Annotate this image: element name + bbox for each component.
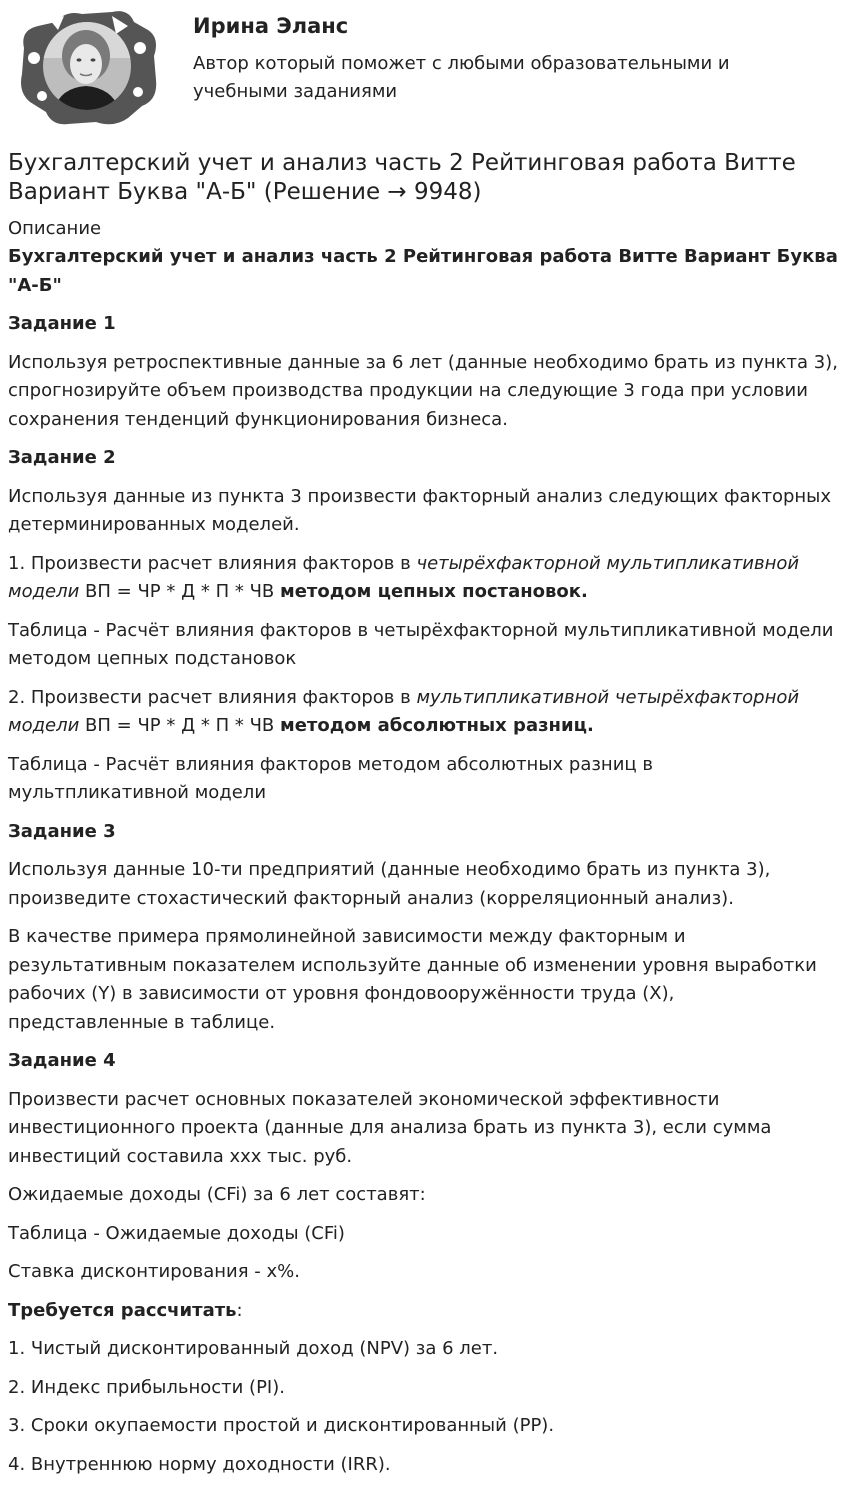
task4-table-caption: Таблица - Ожидаемые доходы (CFi) [8,1222,345,1244]
task4-item: 4. Внутреннюю норму доходности (IRR). [8,1453,391,1475]
task2-item2 [8,684,839,741]
task3-heading-text: Задание 3 [8,820,116,842]
task4-heading [8,1047,839,1076]
task3-paragraph-2: В качестве примера прямолинейной зависимости между факторным и результативным показателем используйте данные об изменении уровня выработки рабочих (Y) в зависимости от уровня фондовооружённости труда (X), представленные в таблице. [8,926,817,1033]
task2-item1 [8,550,839,607]
task2-item2-method: методом абсолютных разниц. [280,715,594,736]
task4-heading-text: Задание 4 [8,1050,116,1071]
task2-item1-method: методом цепных постановок. [280,581,588,602]
task1-heading [8,310,839,339]
task2-heading [8,444,839,473]
task2-intro: Используя данные из пункта 3 произвести факторный анализ следующих факторных детерминированных моделей. [8,485,832,535]
task2-item2-prefix: 2. Произвести расчет влияния факторов в [8,686,417,708]
task4-required-colon: : [236,1299,243,1321]
task3-paragraph-1: Используя данные 10-ти предприятий (данные необходимо брать из пункта 3), произведите стохастический факторный анализ (корреляционный анализ). [8,859,771,909]
task1-text: Используя ретроспективные данные за 6 лет (данные необходимо брать из пункта 3), спрогнозируйте объем производства продукции на следующие 3 года при условии сохранения тенденций функционирования бизнеса. [8,351,838,430]
task4-discount-rate: Ставка дисконтирования - х%. [8,1261,300,1282]
task4-required [8,1297,839,1326]
task4-item: 2. Индекс прибыльности (PI). [8,1376,285,1398]
task4-paragraph-1: Произвести расчет основных показателей экономической эффективности инвестиционного проекта (данные для анализа брать из пункта 3), если сумма инвестиций составила ххх тыс. руб. [8,1088,772,1167]
lead-text: Бухгалтерский учет и анализ часть 2 Рейтинговая работа Витте Вариант Буква "А-Б" [8,246,838,296]
task2-item1-formula: ВП = ЧР * Д * П * ЧВ [79,581,280,602]
task2-item2-model: мультипликативной четырёхфакторной модели [8,686,800,736]
author-name[interactable]: Ирина Эланс [193,14,349,38]
task4-item: 1. Чистый дисконтированный доход (NPV) за 6 лет. [8,1338,499,1359]
page-title: Бухгалтерский учет и анализ часть 2 Рейтинговая работа Витте Вариант Буква "А-Б" (Решение → 9948) [8,150,796,205]
task1-heading-text: Задание 1 [8,313,116,334]
lead-paragraph [8,243,839,300]
task4-item: 3. Сроки окупаемости простой и дисконтированный (PP). [8,1415,555,1436]
task2-table2-caption: Таблица - Расчёт влияния факторов методом абсолютных разниц в мультпликативной модели [8,753,653,803]
avatar-image [16,8,158,126]
task2-item1-model: четырёхфакторной мультипликативной модели [8,552,800,602]
author-description: Автор который поможет с любыми образовательными и учебными заданиями [193,53,730,102]
task2-item2-formula: ВП = ЧР * Д * П * ЧВ [79,715,280,736]
task4-required-label: Требуется рассчитать [8,1299,237,1321]
avatar[interactable] [16,8,158,126]
task4-paragraph-2: Ожидаемые доходы (CFi) за 6 лет составят: [8,1184,426,1205]
task2-item1-prefix: 1. Произвести расчет влияния факторов в [8,552,417,574]
task2-table1-caption: Таблица - Расчёт влияния факторов в четырёхфакторной мультипликативной модели методом цепных подстановок [8,619,834,669]
task3-heading [8,818,839,847]
author-card [8,0,839,130]
description-label: Описание [8,218,102,239]
task2-heading-text: Задание 2 [8,447,116,468]
